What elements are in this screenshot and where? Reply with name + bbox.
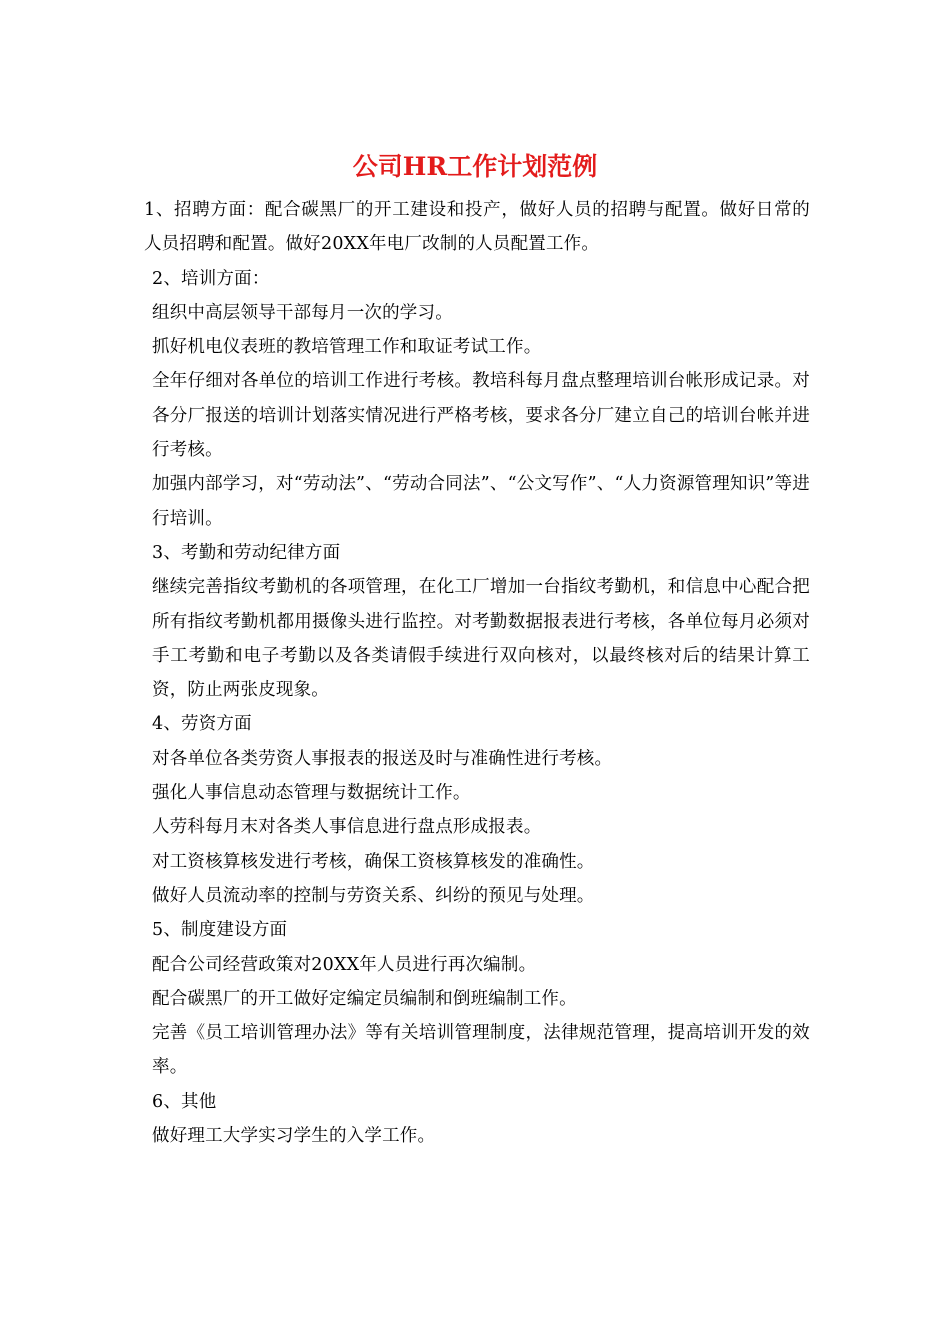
paragraph: 配合公司经营政策对20XX年人员进行再次编制。	[152, 954, 537, 975]
paragraph: 做好人员流动率的控制与劳资关系、纠纷的预见与处理。	[152, 885, 595, 906]
paragraph: 全年仔细对各单位的培训工作进行考核。教培科每月盘点整理培训台帐形成记录。对各分厂报送的培训计划落实情况进行严格考核，要求各分厂建立自己的培训台帐并进行考核。	[152, 371, 810, 461]
paragraph: 加强内部学习，对“劳动法”、“劳动合同法”、“公文写作”、“人力资源管理知识”等进行培训。	[152, 474, 810, 529]
paragraph-recruitment: 1、招聘方面：配合碳黑厂的开工建设和投产，做好人员的招聘与配置。做好日常的人员招聘和配置。做好20XX年电厂改制的人员配置工作。	[144, 200, 810, 255]
paragraph: 对工资核算核发进行考核，确保工资核算核发的准确性。	[152, 851, 595, 872]
paragraph: 组织中高层领导干部每月一次的学习。	[152, 302, 453, 323]
paragraph: 完善《员工培训管理办法》等有关培训管理制度，法律规范管理，提高培训开发的效率。	[152, 1023, 810, 1078]
section-heading-payroll: 4、劳资方面	[152, 714, 252, 735]
document-title: 公司HR工作计划范例	[352, 152, 598, 181]
paragraph: 强化人事信息动态管理与数据统计工作。	[152, 783, 471, 804]
document-body	[144, 193, 810, 1153]
section-heading-other: 6、其他	[152, 1091, 217, 1112]
section-heading-attendance: 3、考勤和劳动纪律方面	[152, 542, 341, 563]
paragraph: 做好理工大学实习学生的入学工作。	[152, 1126, 436, 1147]
paragraph: 继续完善指纹考勤机的各项管理，在化工厂增加一台指纹考勤机，和信息中心配合把所有指纹考勤机都用摄像头进行监控。对考勤数据报表进行考核，各单位每月必须对手工考勤和电子考勤以及各类请假手续进行双向核对，以最终核对后的结果计算工资，防止两张皮现象。	[152, 577, 810, 701]
section-heading-training: 2、培训方面：	[152, 268, 270, 289]
paragraph: 对各单位各类劳资人事报表的报送及时与准确性进行考核。	[152, 748, 613, 769]
paragraph: 配合碳黑厂的开工做好定编定员编制和倒班编制工作。	[152, 988, 577, 1009]
paragraph: 人劳科每月末对各类人事信息进行盘点形成报表。	[152, 817, 542, 838]
paragraph: 抓好机电仪表班的教培管理工作和取证考试工作。	[152, 337, 542, 358]
section-heading-system: 5、制度建设方面	[152, 920, 288, 941]
